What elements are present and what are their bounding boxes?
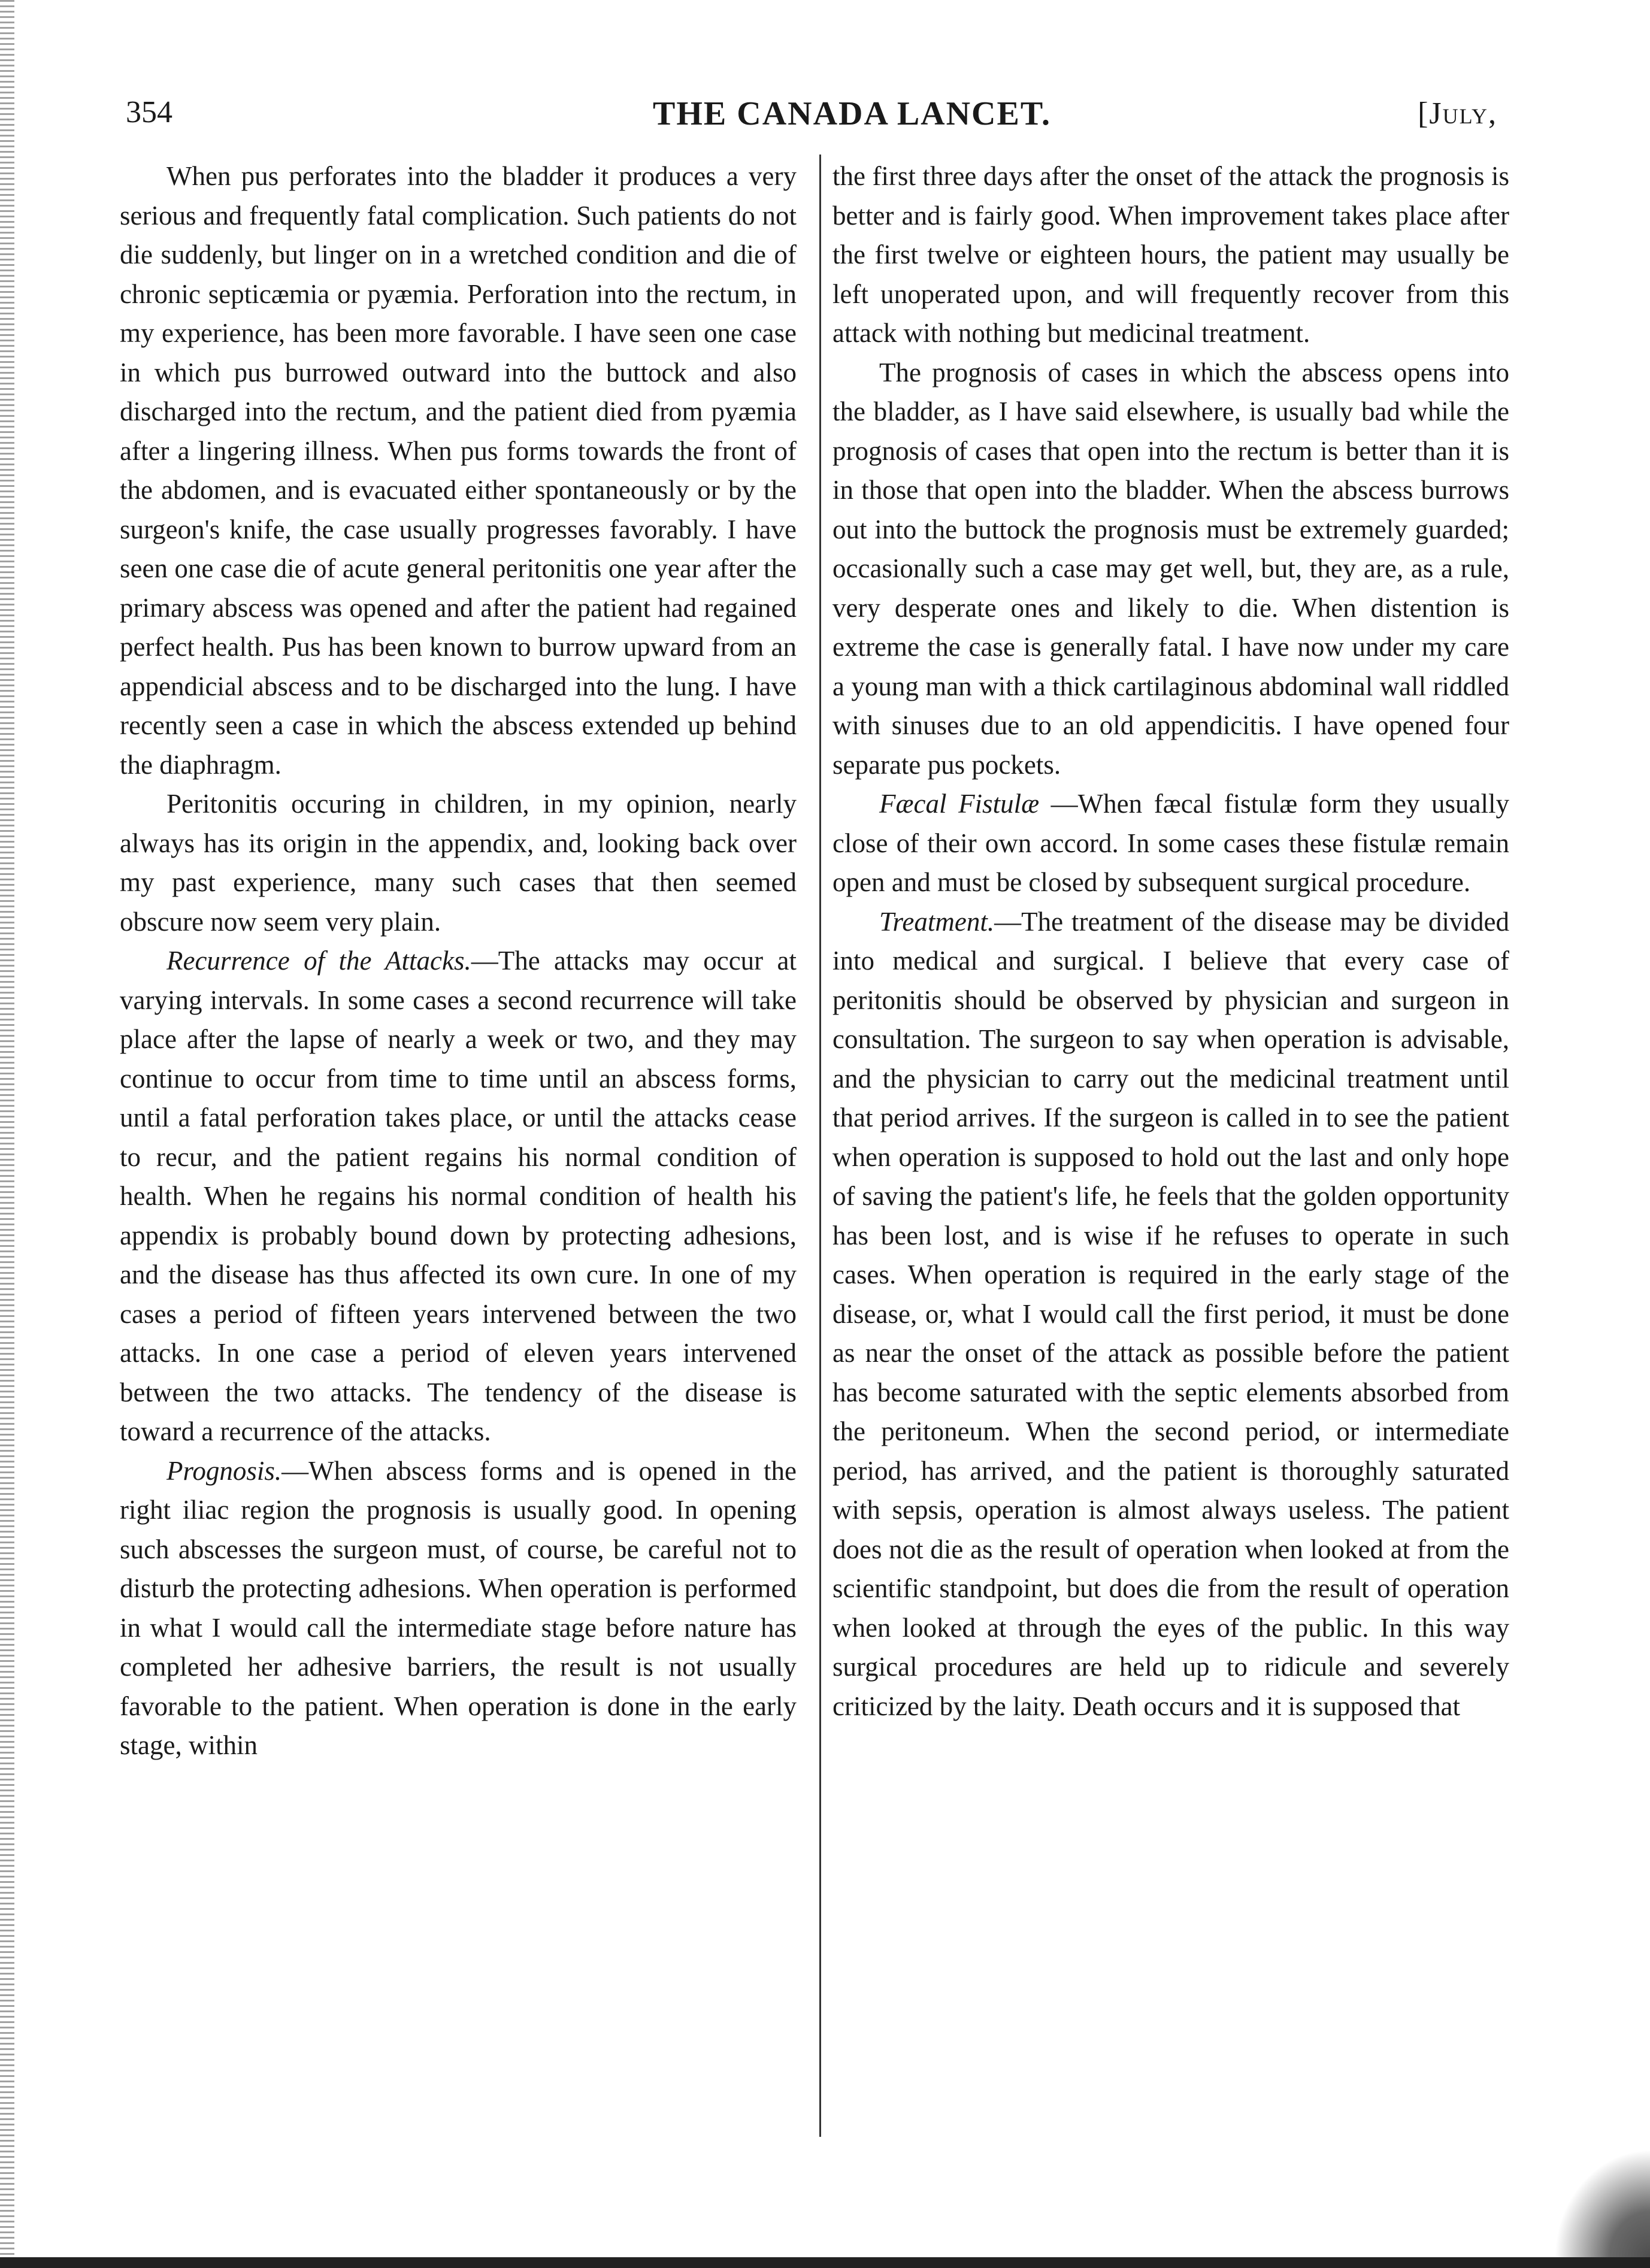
paragraph (120, 785, 797, 941)
header-month: [July, (1418, 96, 1497, 131)
column-rule (819, 155, 821, 2137)
scan-edge-left (0, 0, 14, 2268)
paragraph-text: —When abscess forms and is opened in the right iliac region the prognosis is usually good. In opening such abscesses the surgeon must, of course, be careful not to disturb the protecting adhesions. When operation is performed in what I would call the intermediate stage before nature has completed her adhesive barriers, the result is not usually favorable to the patient. When operation is done in the early stage, within (120, 1455, 797, 1760)
paragraph-text: —The attacks may occur at varying intervals. In some cases a second recurrence will take place after the lapse of nearly a week or two, and they may continue to occur from time to time until an abscess forms, until a fatal perforation takes place, or until the attacks cease to recur, and the patient regains his normal condition of health. When he regains his normal condition of health his appendix is probably bound down by protecting adhesions, and the disease has thus affected its own cure. In one of my cases a period of fifteen years intervened between the two attacks. In one case a period of eleven years intervened between the two attacks. The tendency of the disease is toward a recurrence of the attacks. (120, 946, 797, 1446)
left-column (120, 157, 797, 1766)
paragraph-text: —The treatment of the disease may be divided into medical and surgical. I believe that every case of peritonitis should be observed by physician and surgeon in consultation. The surgeon to say when operation is advisable, and the physician to carry out the medicinal treatment until that period arrives. If the surgeon is called in to see the patient when operation is supposed to hold out the last and only hope of saving the patient's life, he feels that the golden opportunity has been lost, and is wise if he refuses to operate in such cases. When operation is required in the early stage of the disease, or, what I would call the first period, it must be done as near the onset of the attack as possible before the patient has become saturated with the septic elements absorbed from the peritoneum. When the second period, or intermediate period, has arrived, and the patient is thoroughly saturated with sepsis, operation is almost always useless. The patient does not die as the result of operation when looked at from the scientific standpoint, but does die from the result of operation when looked at through the eyes of the public. In this way surgical procedures are held up to ridicule and severely criticized by the laity. Death occurs and it is supposed that (832, 906, 1509, 1721)
paragraph-text: When pus perforates into the bladder it produces a very serious and frequently fatal complication. Such patients do not die suddenly, but linger on in a wretched condition and die of chronic septicæmia or pyæmia. Perforation into the rectum, in my experience, has been more favorable. I have seen one case in which pus burrowed outward into the buttock and also discharged into the rectum, and the patient died from pyæmia after a lingering illness. When pus forms towards the front of the abdomen, and is evacuated either spontaneously or by the surgeon's knife, the case usually progresses favorably. I have seen one case die of acute general peritonitis one year after the primary abscess was opened and after the patient had regained perfect health. Pus has been known to burrow upward from an appendicial abscess and to be discharged into the lung. I have recently seen a case in which the abscess extended up behind the diaphragm. (120, 161, 797, 780)
paragraph (120, 1452, 797, 1766)
section-heading: Treatment. (879, 906, 995, 937)
journal-title: THE CANADA LANCET. (653, 95, 1052, 132)
section-heading: Recurrence of the Attacks. (166, 946, 471, 976)
right-column (832, 157, 1509, 1726)
paragraph-text: —When fæcal fistulæ form they usually close of their own accord. In some cases these fistulæ remain open and must be closed by subsequent surgical procedure. (832, 789, 1509, 897)
paragraph (832, 353, 1509, 785)
scan-edge-bottom (0, 2257, 1650, 2268)
paragraph-text: Peritonitis occuring in children, in my opinion, nearly always has its origin in the appendix, and, looking back over my past experience, many such cases that then seemed obscure now seem very plain. (120, 789, 797, 937)
section-heading: Fæcal Fistulæ (879, 789, 1040, 819)
paragraph (832, 903, 1509, 1727)
running-header (126, 95, 1497, 143)
paragraph-text: the first three days after the onset of the attack the prognosis is better and is fairly good. When improvement takes place after the first twelve or eighteen hours, the patient may usually be left unoperated upon, and will frequently recover from this attack with nothing but medicinal treatment. (832, 161, 1509, 348)
paragraph (832, 157, 1509, 353)
page-corner-mark (1554, 2149, 1650, 2257)
paragraph (120, 941, 797, 1452)
paragraph (120, 157, 797, 785)
page-number: 354 (126, 95, 172, 129)
section-heading: Prognosis. (166, 1455, 282, 1486)
paragraph-text: The prognosis of cases in which the abscess opens into the bladder, as I have said elsewhere, is usually bad while the prognosis of cases that open into the rectum is better than it is in those that open into the bladder. When the abscess burrows out into the buttock the prognosis must be extremely guarded; occasionally such a case may get well, but, they are, as a rule, very desperate ones and likely to die. When distention is extreme the case is generally fatal. I have now under my care a young man with a thick cartilaginous abdominal wall riddled with sinuses due to an old appendicitis. I have opened four separate pus pockets. (832, 357, 1509, 780)
paragraph (832, 785, 1509, 903)
